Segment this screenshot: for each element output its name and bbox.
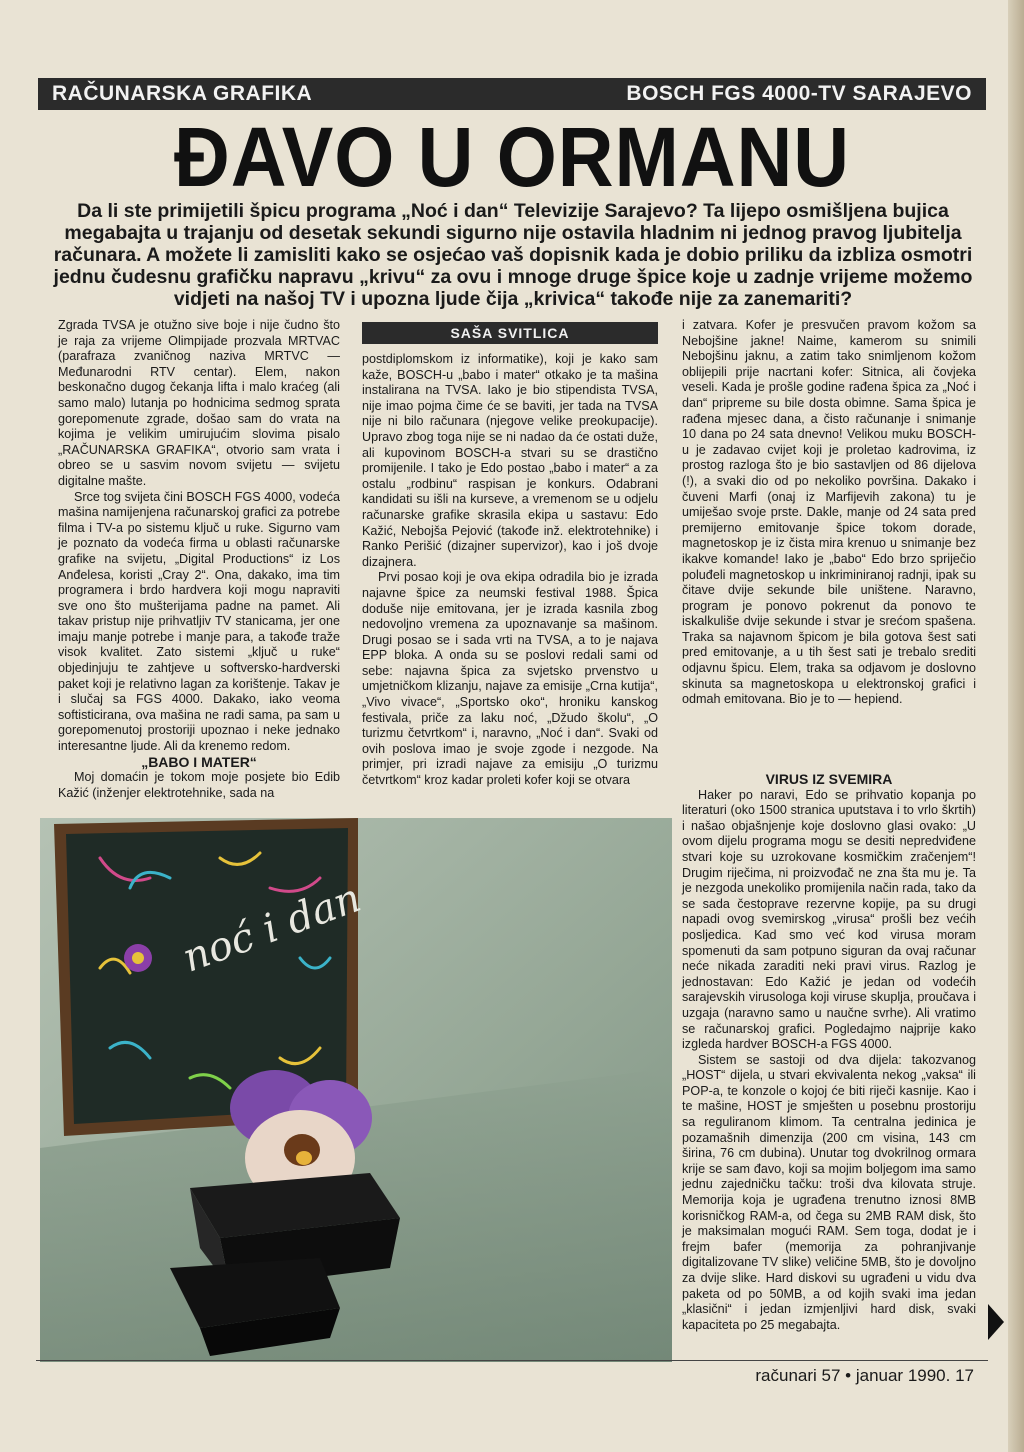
section-label: RAČUNARSKA GRAFIKA bbox=[52, 82, 313, 105]
source-label: BOSCH FGS 4000-TV SARAJEVO bbox=[626, 82, 972, 105]
page-binding-edge bbox=[1008, 0, 1024, 1452]
paragraph: Srce tog svijeta čini BOSCH FGS 4000, vodeća mašina namijenjena računarskoj grafici za potrebe filma i TV-a po sistemu ključ u ruke. Sigurno vam je poznato da vodeća firma u oblasti računarske grafike na svijetu, „Digital Productions“ iz Los Anđelesa, koristi „Cray 2“. Ona, dakako, ima tim programera i brdo hardvera koji mogu napraviti sve ono što mušterijama padne na pamet. Ali takav pristup nije prihvatljiv TV stanicama, jer one imaju manje potrebe i manje para, a takođe traže visok kvalitet. Zato sistemi „ključ u ruke“ objedinjuju te zahtjeve u softversko-hardverski paket koji je relativno lagan za korištenje. Takav je i slučaj sa FGS 4000. Dakako, iako veoma softisticirana, ova mašina ne radi sama, pa sam u gorepomenutoj prostoriji upoznao i neke jednako interesantne ljude. Ali da krenemo redom. bbox=[58, 489, 340, 754]
column-3 bbox=[682, 318, 976, 708]
board-handwriting: noć i dan bbox=[176, 874, 367, 982]
photo-illustration bbox=[40, 818, 672, 1362]
article-lead: Da li ste primijetili špicu programa „Noć i dan“ Televizije Sarajevo? Ta lijepo osmišljena bujica megabajta u trajanju od desetak sekundi sigurno nije ostavila hladnim ni jednog pravog ljubitelja računara. A možete li zamisliti kako se osjećao vaš dopisnik kada je dobio priliku da izbliza osmotri jednu čudesnu grafičku napravu „krivu“ za ovu i mnoge druge špice koje u zadnje vrijeme možemo vidjeti na našoj TV i upozna ljude čija „krivica“ takođe nije za zanemariti? bbox=[53, 200, 973, 310]
paragraph: Prvi posao koji je ova ekipa odradila bio je izrada najavne špice za neumski festival 1988. Špica doduše nije emitovana, jer je izrada kasnila zbog nedovoljno vremena za upoznavanje sa mašinom. Drugi posao se i sada vrti na TVSA, a to je najava EPP bloka. A onda su se poslovi redali sami od sebe: najavna špica za svjetsko prvenstvo u umjetničkom klizanju, najave za emisije „Crna kutija“, „Vivo vivace“, „Sportsko oko“, hroniku kanskog festivala, priče za laku noć, „Džudo školu“, „O turizmu četvrtkom“ i, naravno, „Noć i dan“. Svaki od ovih poslova imao je svoje zgode i nezgode. Na primjer, pri izradi najave za emisiju „O turizmu četvrtkom“ kroz kadar proleti kofer koji se otvara bbox=[362, 570, 658, 788]
paragraph: Zgrada TVSA je otužno sive boje i nije čudno što je raja za vrijeme Olimpijade prozvala MRTVAC (parafraza zvaničnog naziva MRTVC — Međunarodni RTV centar). Elem, nakon beskonačno dugog čekanja lifta i malo kraćeg (ali samo malo) lutanja po hodnicima sedmog sprata gorepomenute zgrade, došao sam do vrata na kojima je velikim umirujućim slovima pisalo „RAČUNARSKA GRAFIKA“, otvorio sam vrata i obreo se u sasvim novom svijetu — svijetu digitalne mašte. bbox=[58, 318, 340, 488]
paragraph: Haker po naravi, Edo se prihvatio kopanja po literaturi (oko 1500 stranica uputstava i to vrlo škrtih) i našao objašnjenje koje doslovno glasi ovako: „U ovom dijelu programa mogu se desiti nepredviđene stvari koje su uzrokovane kosmičkim zračenjem“! Drugim riječima, ni proizvođač ne zna šta mu je. Ta je nezgoda unekoliko promijenila način rada, tako da se sada čestoprave rezervne kopije, pa su drugi napadi ovog svemirskog „virusa“ prošli bez većih posljedica. Kad smo već kod virusa moram spomenuti da sam potpuno siguran da ovaj računar neće nikada zaraditi neki pravi virus. Razlog je jednostavan: Edo Kažić je jedan od vodećih sarajevskih virusologa koji viruse skuplja, proučava i uzgaja (naravno samo u naučne svrhe). Ali vratimo se računarskoj grafici. Pogledajmo najprije kako izgleda hardver BOSCH-a FGS 4000. bbox=[682, 787, 976, 1052]
paragraph: Moj domaćin je tokom moje posjete bio Edib Kažić (inženjer elektrotehnike, sada na bbox=[58, 770, 340, 800]
subheading-babo-i-mater: „BABO I MATER“ bbox=[141, 753, 257, 770]
paragraph: Sistem se sastoji od dva dijela: takozvanog „HOST“ dijela, u stvari ekvivalenta nekog „vaksa“ ili POP-a, te konzole o kojoj će biti riječi kasnije. Kao i te mašine, HOST je smješten u posebnu prostoriju sa reguliranom klimom. Ta centralna jedinica je pozamašnih dimenzija (200 cm visina, 143 cm širina, 76 cm dubina). Unutar tog dvokrilnog ormara krije se sam đavo, koji sa mojim bolјegom ima samo jednu zajedničku tačku: troši dva kilovata struje. Memorija koja je ugrađena trenutno iznosi 8MB korisničkog RAM-a, od čega su 2MB RAM disk, što je maksimalan mogući RAM. Sem toga, dodat je i frejm bafer (memorija za pohranjivanje digitalizovane TV slike) veličine 5MB, što je dovoljno za dvije slike. Hard diskovi su ugrađeni u vidu dva paketa od po 50MB, a od kojih svaki ima jedan „klasični“ i jedan izmjenljivi hard disk, svaki kapaciteta po 25 megabajta. bbox=[682, 1052, 976, 1332]
footer-rule bbox=[36, 1360, 988, 1361]
page-footer: računari 57 • januar 1990. 17 bbox=[755, 1366, 974, 1385]
column-3-continued bbox=[682, 772, 976, 1333]
paragraph: i zatvara. Kofer je presvučen pravom kožom sa Nebojšine jakne! Naime, kamerom su snimili Nebojšinu jaknu, a zatim tako snimljenom kožom oblijepili prije nacrtani kofer: Sitnica, ali čovjeka veseli. Kada je prošle godine rađena špica za „Noć i dan“ pripreme su bile dosta obimne. Sama špica je rađena mjesec dana, a čisto računanje i snimanje 10 dana po 24 sata dnevno! Velikou muku BOSCH-u je zadavao cvijet koji je proletao kadrovima, iz prostog razloga što je bio sastavljen od 86 dijelova (!), a svaki dio od po nekoliko površina. Dakako i čuveni Marfi (onaj iz Marfijevih zakona) tu je umiješao svoje prste. Dakle, manje od 24 sata pred premijerno emitovanje špice tokom dorade, magnetoskop je iz čista mira krenuo u snimanje bez ikakve komande! Iako je „babo“ Edo brzo spriječio poluđeli magnetoskop u inkriminiranoj radnji, ipak su čitave dvije sekunde bile uništene. Naravno, program je ponovo pokrenut da ponovo te iskalkuliše dvije sekunde i stvar je srećom spašena. Traka sa najavnom špicom je bila gotova šest sati pred emitovanje, a u tih šest sati je trebalo srediti odjavnu špicu. Elem, traka sa odjavom je doslovno skinuta sa magnetoskopa u elektronskoj grafici i odmah emitovana. Bio je to — hepiend. bbox=[682, 318, 976, 707]
author-byline: SAŠA SVITLICA bbox=[362, 322, 658, 344]
column-1 bbox=[58, 318, 340, 801]
section-header-bar bbox=[38, 78, 986, 110]
continue-arrow-icon bbox=[988, 1304, 1004, 1340]
article-title: ĐAVO U ORMANU bbox=[174, 110, 850, 204]
article-photo bbox=[40, 818, 672, 1362]
paragraph: postdiplomskom iz informatike), koji je kako sam kaže, BOSCH-u „babo i mater“ otkako je ta mašina instalirana na TVSA. Iako je bio stipendista TVSA, nije imao pojma čime će se baviti, jer tada na TVSA nije ni bilo računara (njegove velike preokupacije). Upravo zbog toga nije se ni nadao da će ostati duže, ali kupovinom BOSCH-a stvari su se drastično promijenile. I tako je Edo postao „babo i mater“ a za ostalu „rodbinu“ raspisan je konkurs. Odabrani kandidati su išli na kurseve, a vremenom se u odjelu računarske grafike skrasila ekipa u sastavu: Edo Kažić, Nebojša Pejović (takođe inž. elektrotehnike) i Ranko Perišić (dizajner supervizor), kao i još dvoje dizajnera. bbox=[362, 352, 658, 569]
subheading-virus-iz-svemira: VIRUS IZ SVEMIRA bbox=[765, 771, 893, 787]
column-2 bbox=[362, 352, 658, 789]
